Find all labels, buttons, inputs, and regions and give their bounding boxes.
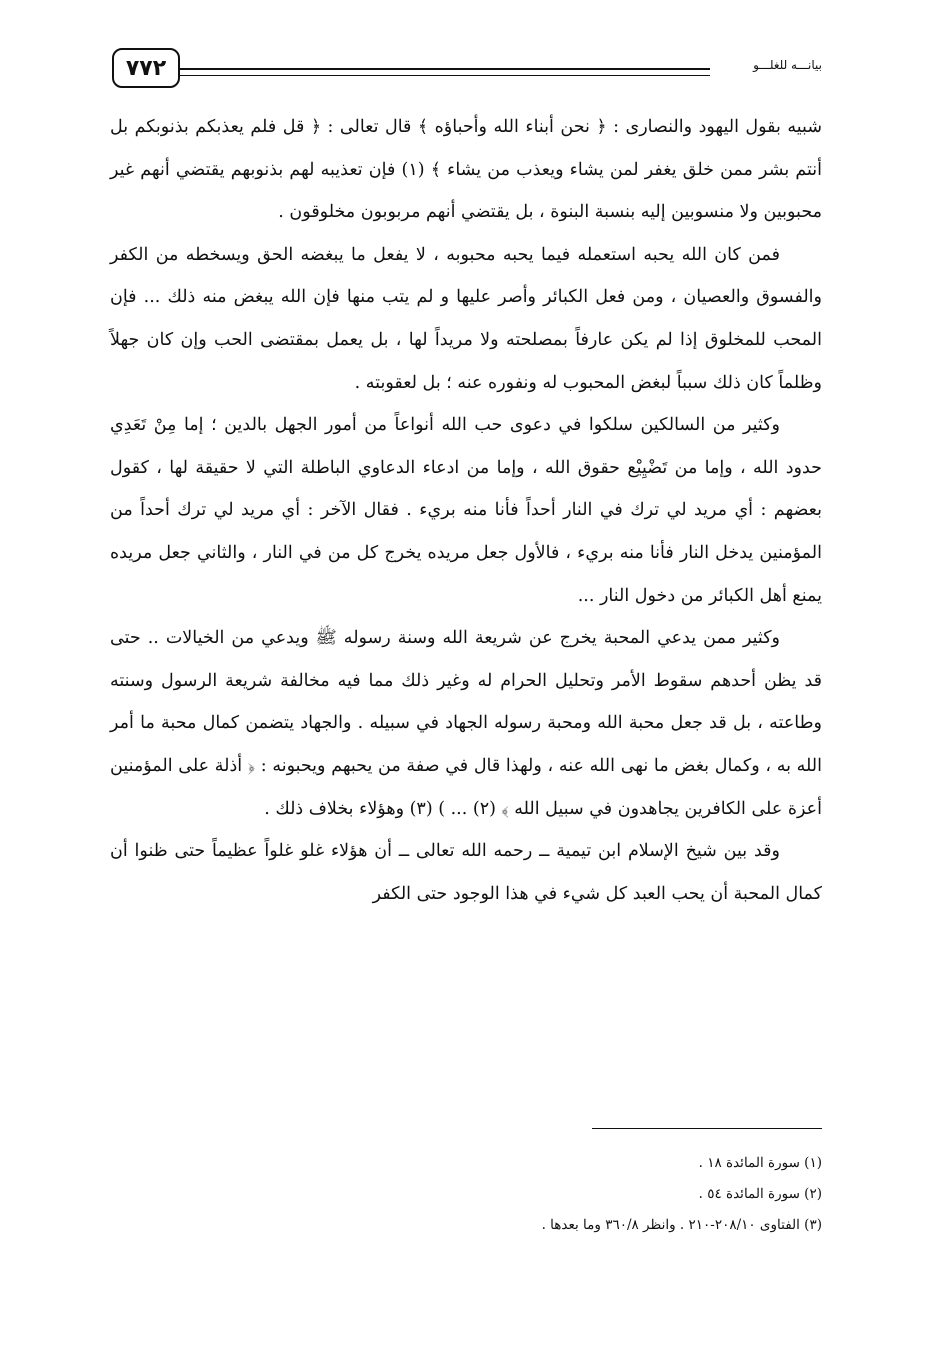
page-header xyxy=(112,48,822,100)
header-rule xyxy=(180,68,710,76)
footnote-3: (٣) الفتاوى ٢٠٨/١٠-٢١٠ . وانظر ٣٦٠/٨ وما بعدها . xyxy=(541,1217,822,1233)
footnote-separator xyxy=(592,1128,822,1129)
footnotes xyxy=(222,1148,822,1241)
page-number: ٧٧٢ xyxy=(112,48,180,88)
paragraph: فمن كان الله يحبه استعمله فيما يحبه محبوبه ، لا يفعل ما يبغضه الحق ويسخطه من الكفر والفسوق والعصيان ، ومن فعل الكبائر وأصر عليها و لم يتب منها فإن الله يبغض منه ذلك ... فإن المحب للمخلوق إذا لم يكن عارفاً بمصلحته ولا مريداً لها ، بل يعمل بمقتضى الحب وإن كان جهلاً وظلماً كان ذلك سبباً لبغض المحبوب له ونفوره عنه ؛ بل لعقوبته . xyxy=(110,244,822,393)
footnote-2: (٢) سورة المائدة ٥٤ . xyxy=(698,1186,822,1202)
paragraph-continuation: شبيه بقول اليهود والنصارى : ﴿ نحن أبناء الله وأحباؤه ﴾ قال تعالى : ﴿ قل فلم يعذبكم بذنوبكم بل أنتم بشر ممن خلق يغفر لمن يشاء ويعذب من يشاء ﴾ (١) فإن تعذيبه لهم بذنوبهم يقتضي أنهم غير محبوبين ولا منسوبين إليه بنسبة البنوة ، بل يقتضي أنهم مربوبون مخلوقون . xyxy=(110,117,822,223)
running-title: بيانـــه للغلـــو xyxy=(753,58,822,72)
footnote-1: (١) سورة المائدة ١٨ . xyxy=(698,1155,822,1171)
body-text xyxy=(110,106,822,915)
paragraph: وقد بين شيخ الإسلام ابن تيمية ــ رحمه الله تعالى ــ أن هؤلاء غلو غلواً عظيماً حتى ظنوا أن كمال المحبة أن يحب العبد كل شيء في هذا الوجود حتى الكفر xyxy=(110,841,822,904)
paragraph: وكثير ممن يدعي المحبة يخرج عن شريعة الله وسنة رسوله ﷺ ويدعي من الخيالات .. حتى قد يظن أحدهم سقوط الأمر وتحليل الحرام له وغير ذلك مما فيه مخالفة شريعة الرسول وسنته وطاعته ، بل قد جعل محبة الله ومحبة رسوله الجهاد في سبيله . والجهاد يتضمن كمال محبة ما أمر الله به ، وكمال بغض ما نهى الله عنه ، ولهذا قال في صفة من يحبهم ويحبونه : ﴿ أذلة على المؤمنين أعزة على الكافرين يجاهدون في سبيل الله ﴾ (٢) ... ) (٣) وهؤلاء بخلاف ذلك . xyxy=(110,628,822,819)
paragraph: وكثير من السالكين سلكوا في دعوى حب الله أنواعاً من أمور الجهل بالدين ؛ إما مِنْ تَعَدِي حدود الله ، وإما من تَضْيِيْع حقوق الله ، وإما من ادعاء الدعاوي الباطلة التي لا حقيقة لها ، كقول بعضهم : أي مريد لي ترك في النار أحداً فأنا منه بريء . فقال الآخر : أي مريد لي ترك أحداً من المؤمنين يدخل النار فأنا منه بريء ، فالأول جعل مريده يخرج كل من في النار ، والثاني جعل مريده يمنع أهل الكبائر من دخول النار ... xyxy=(110,415,822,606)
